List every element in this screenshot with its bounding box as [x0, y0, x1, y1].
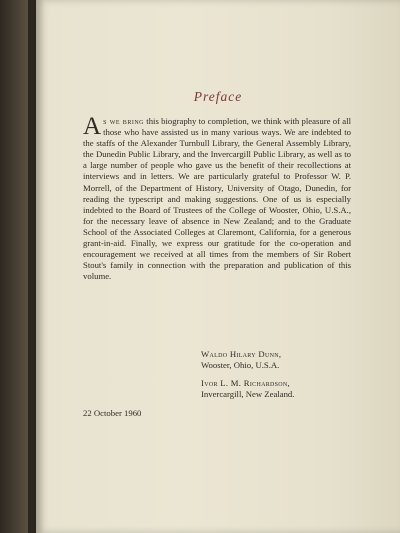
book-page [36, 0, 400, 533]
signature-block-richardson [201, 378, 294, 400]
preface-body [83, 113, 351, 282]
preface-text: this biography to completion, we think with pleasure of all those who have assisted us in many various ways. We are indebted to the staffs of the Alexander Turnbull Library, the General Assembly Library, the Dunedin Public Library, and the Invercargill Public Library, as well as to a large number of people who gave us the benefit of their recollections at interviews and in letters. We are particularly grateful to Professor W. P. Morrell, of the Department of History, University of Otago, Dunedin, for reading the typescript and making suggestions. One of us is especially indebted to the Board of Trustees of the College of Wooster, Ohio, U.S.A., for the necessary leave of absence in New Zealand; and to the Graduate School of the Associated Colleges at Claremont, California, for a generous grant-in-aid. Finally, we express our gratitude for the co-operation and encouragement we received at all times from the members of Sir Robert Stout's family in connection with the preparation and publication of this volume. [83, 116, 351, 282]
signatory-name: Waldo Hilary Dunn, [201, 349, 282, 359]
preface-date: 22 October 1960 [83, 408, 142, 418]
signature-block-dunn [201, 349, 281, 371]
signatory-place: Invercargill, New Zealand. [201, 389, 295, 399]
page-title: Preface [193, 89, 243, 104]
signatory-name: Ivor L. M. Richardson, [201, 378, 291, 388]
signatory-place: Wooster, Ohio, U.S.A. [201, 360, 280, 370]
drop-cap: A [83, 113, 102, 140]
lead-in-text: s we bring [103, 116, 144, 126]
